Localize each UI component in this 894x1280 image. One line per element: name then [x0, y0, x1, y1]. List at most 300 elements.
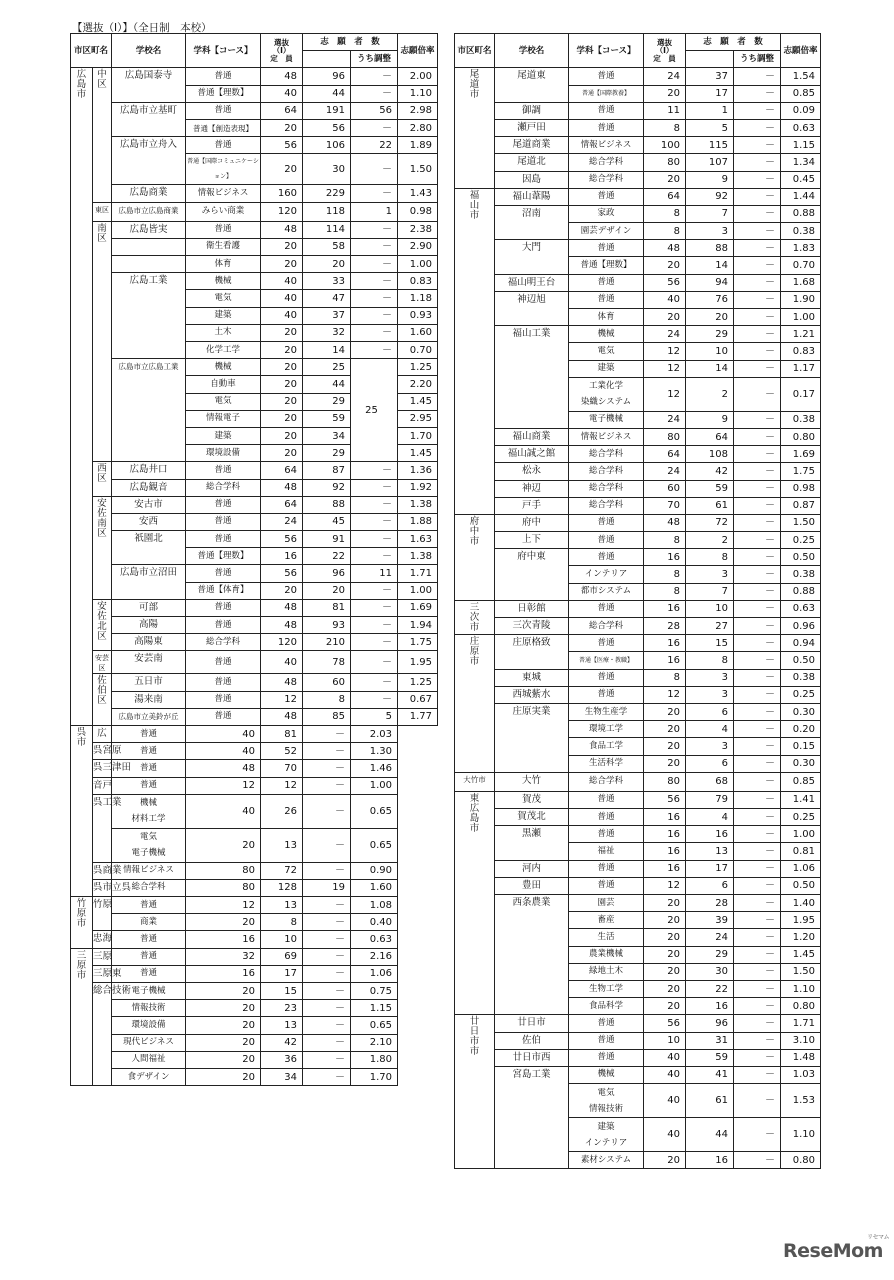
dept-name: 普通 [112, 725, 186, 742]
adjusted-value: － [303, 1068, 351, 1085]
applicants-value: 20 [303, 256, 351, 273]
ratio-value: 0.80 [781, 428, 821, 445]
ratio-value: 1.25 [398, 359, 438, 376]
header-school: 学校名 [112, 34, 186, 68]
adjusted-value: － [734, 377, 781, 411]
applicants-value: 64 [686, 428, 734, 445]
ratio-value: 1.03 [781, 1066, 821, 1083]
school-name: 府中 [495, 514, 569, 531]
quota-value: 20 [644, 755, 686, 772]
ratio-value: 0.45 [781, 171, 821, 188]
school-name: 広島井口 [112, 462, 186, 479]
dept-name: 普通 [112, 965, 186, 982]
adjusted-value: － [734, 309, 781, 326]
applicants-value: 37 [686, 68, 734, 85]
dept-name: 普通 [186, 565, 261, 582]
ratio-value: 2.03 [351, 725, 398, 742]
ratio-value: 0.40 [351, 914, 398, 931]
school-name: 呉工業 [93, 794, 112, 862]
quota-value: 48 [186, 760, 261, 777]
dept-name: 食品科学 [569, 998, 644, 1015]
dept-name: 普通 [569, 240, 644, 257]
table-row [455, 102, 821, 119]
quota-value: 24 [261, 513, 303, 530]
applicants-value: 14 [303, 342, 351, 359]
adjusted-value: 25 [351, 359, 398, 462]
area-cell: 竹 原 市 [71, 897, 93, 949]
applicants-value: 33 [303, 273, 351, 290]
table-row [71, 202, 438, 221]
area-cell: 大竹市 [455, 772, 495, 791]
ratio-value: 1.08 [351, 897, 398, 914]
applicants-value: 59 [303, 410, 351, 427]
applicants-value: 10 [686, 600, 734, 617]
ratio-value: 0.67 [398, 691, 438, 708]
adjusted-value: － [734, 463, 781, 480]
ratio-value: 1.06 [781, 860, 821, 877]
ratio-value: 0.65 [351, 794, 398, 828]
applicants-value: 3 [686, 669, 734, 686]
dept-name: 電子機械 [112, 983, 186, 1000]
applicants-value: 4 [686, 721, 734, 738]
ratio-value: 0.38 [781, 411, 821, 428]
table-row [455, 119, 821, 136]
adjusted-value: － [734, 1032, 781, 1049]
ratio-value: 0.93 [398, 307, 438, 324]
adjusted-value: － [734, 963, 781, 980]
adjusted-value: － [351, 582, 398, 599]
adjusted-value: － [351, 68, 398, 85]
table-row [455, 291, 821, 308]
dept-name: 普通 [186, 221, 261, 238]
applicants-value: 13 [261, 828, 303, 862]
dept-name: 自動車 [186, 376, 261, 393]
school-name: 佐伯 [495, 1032, 569, 1049]
adjusted-value: － [351, 256, 398, 273]
adjusted-value: － [303, 760, 351, 777]
left-table [70, 33, 438, 1086]
dept-name: 福祉 [569, 843, 644, 860]
ratio-value: 0.17 [781, 377, 821, 411]
table-row [455, 497, 821, 514]
adjusted-value: － [303, 897, 351, 914]
header-adjusted: うち調整 [734, 51, 781, 68]
quota-value: 64 [261, 462, 303, 479]
quota-value: 12 [644, 343, 686, 360]
table-row [455, 480, 821, 497]
quota-value: 56 [261, 531, 303, 548]
adjusted-value: － [734, 257, 781, 274]
quota-value: 16 [644, 635, 686, 652]
ratio-value: 1.95 [398, 651, 438, 674]
dept-name: 素材システム [569, 1152, 644, 1169]
quota-value: 8 [644, 669, 686, 686]
dept-name: 機械 [569, 1066, 644, 1083]
table-row [455, 137, 821, 154]
adjusted-value: － [734, 1152, 781, 1169]
school-name: 可部 [112, 599, 186, 616]
quota-value: 56 [644, 274, 686, 291]
dept-name: 普通 [569, 1015, 644, 1032]
applicants-value: 42 [686, 463, 734, 480]
ratio-value: 0.98 [398, 202, 438, 221]
dept-name: 電子機械 [569, 411, 644, 428]
quota-value: 8 [644, 223, 686, 240]
applicants-value: 2 [686, 377, 734, 411]
adjusted-value: － [734, 205, 781, 222]
table-row [71, 931, 438, 948]
table-row [455, 446, 821, 463]
dept-name: 家政 [569, 205, 644, 222]
table-row [455, 1049, 821, 1066]
ratio-value: 2.95 [398, 410, 438, 427]
table-row [71, 965, 438, 982]
ratio-value: 2.98 [398, 102, 438, 119]
dept-name: 普通 [186, 674, 261, 691]
adjusted-value: － [303, 862, 351, 879]
ratio-value: 1.69 [398, 599, 438, 616]
adjusted-value: － [734, 240, 781, 257]
ratio-value: 0.83 [781, 343, 821, 360]
dept-name: 普通 [186, 137, 261, 154]
applicants-value: 20 [303, 582, 351, 599]
ratio-value: 1.92 [398, 479, 438, 496]
school-name: 瀬戸田 [495, 119, 569, 136]
dept-name: 普通 [569, 119, 644, 136]
area-cell: 広 島 市 [71, 68, 93, 726]
header-applicants: 志 願 者 数 [303, 34, 398, 51]
school-name: 尾道商業 [495, 137, 569, 154]
ratio-value: 1.90 [781, 291, 821, 308]
quota-value: 20 [186, 983, 261, 1000]
quota-value: 20 [261, 393, 303, 410]
school-name: 高陽東 [112, 634, 186, 651]
adjusted-value: － [734, 154, 781, 171]
adjusted-value: － [734, 1118, 781, 1152]
ratio-value: 0.88 [781, 583, 821, 600]
school-name: 福山葦陽 [495, 188, 569, 205]
dept-name: 総合学科 [569, 463, 644, 480]
school-name: 戸手 [495, 497, 569, 514]
quota-value: 80 [186, 862, 261, 879]
quota-value: 20 [644, 257, 686, 274]
dept-name: 情報技術 [112, 1000, 186, 1017]
quota-value: 40 [261, 85, 303, 102]
dept-name: 総合学科 [569, 154, 644, 171]
adjusted-value: － [351, 599, 398, 616]
dept-name: 食デザイン [112, 1068, 186, 1085]
dept-name: 普通 [186, 68, 261, 85]
adjusted-value: － [351, 221, 398, 238]
applicants-value: 30 [303, 154, 351, 185]
dept-name: 園芸デザイン [569, 223, 644, 240]
table-row [455, 1015, 821, 1032]
adjusted-value: － [303, 983, 351, 1000]
school-name: 三原東 [93, 965, 112, 982]
dept-name: 情報ビジネス [569, 137, 644, 154]
quota-value: 120 [261, 202, 303, 221]
adjusted-value: － [734, 843, 781, 860]
adjusted-value: － [351, 185, 398, 202]
quota-value: 64 [261, 102, 303, 119]
dept-name: 普通 [569, 669, 644, 686]
school-name: 宮島工業 [495, 1066, 569, 1168]
ratio-value: 1.06 [351, 965, 398, 982]
ratio-value: 0.90 [351, 862, 398, 879]
area-cell: 府 中 市 [455, 514, 495, 600]
school-name: 大門 [495, 240, 569, 274]
table-row [71, 879, 438, 896]
applicants-value: 7 [686, 583, 734, 600]
adjusted-value: － [734, 860, 781, 877]
ratio-value: 2.16 [351, 948, 398, 965]
table-row [71, 565, 438, 582]
dept-name: 普通【理数】 [569, 257, 644, 274]
quota-value: 48 [644, 514, 686, 531]
ratio-value: 0.88 [781, 205, 821, 222]
quota-value: 40 [186, 743, 261, 760]
table-row [71, 273, 438, 290]
ratio-value: 1.54 [781, 68, 821, 85]
quota-value: 40 [186, 794, 261, 828]
applicants-value: 22 [303, 548, 351, 565]
applicants-value: 115 [686, 137, 734, 154]
applicants-value: 106 [303, 137, 351, 154]
table-row [71, 914, 438, 931]
quota-value: 56 [644, 1015, 686, 1032]
quota-value: 11 [644, 102, 686, 119]
dept-name: 機械 材料工学 [112, 794, 186, 828]
dept-name: 普通【国際コミュニケーション】 [186, 154, 261, 185]
table-row [455, 1032, 821, 1049]
dept-name: 環境設備 [186, 445, 261, 462]
table-row [455, 532, 821, 549]
ratio-value: 0.30 [781, 755, 821, 772]
dept-name: 普通【国際教養】 [569, 85, 644, 102]
adjusted-value: － [303, 794, 351, 828]
adjusted-value: － [351, 238, 398, 255]
dept-name: 普通 [569, 860, 644, 877]
table-row [71, 617, 438, 634]
quota-value: 40 [644, 291, 686, 308]
table-row [455, 549, 821, 566]
dept-name: 情報ビジネス [186, 185, 261, 202]
adjusted-value: － [734, 1049, 781, 1066]
dept-name: 普通【理数】 [186, 548, 261, 565]
table-row [455, 600, 821, 617]
adjusted-value: － [734, 549, 781, 566]
ratio-value: 1.46 [351, 760, 398, 777]
ward-cell: 佐 伯 区 [93, 674, 112, 726]
school-name: 賀茂 [495, 791, 569, 808]
ratio-value: 1.10 [781, 980, 821, 997]
applicants-value: 15 [261, 983, 303, 1000]
adjusted-value: － [734, 532, 781, 549]
ratio-value: 1.45 [781, 946, 821, 963]
dept-name: 総合学科 [112, 879, 186, 896]
ward-cell: 安 佐 南 区 [93, 496, 112, 599]
adjusted-value: － [303, 1017, 351, 1034]
applicants-value: 58 [303, 238, 351, 255]
ratio-value: 0.70 [781, 257, 821, 274]
ratio-value: 0.65 [351, 828, 398, 862]
school-name: 安芸南 [112, 651, 186, 674]
quota-value: 16 [186, 931, 261, 948]
quota-value: 80 [644, 154, 686, 171]
quota-value: 20 [186, 914, 261, 931]
dept-name: 農業機械 [569, 946, 644, 963]
table-row [455, 326, 821, 343]
applicants-value: 25 [303, 359, 351, 376]
ratio-value: 1.00 [781, 309, 821, 326]
applicants-value: 9 [686, 411, 734, 428]
ratio-value: 0.15 [781, 738, 821, 755]
quota-value: 20 [644, 738, 686, 755]
dept-name: 生物工学 [569, 980, 644, 997]
ward-cell: 南 区 [93, 221, 112, 462]
header-ratio: 志願倍率 [398, 34, 438, 68]
dept-name: 電気 [569, 343, 644, 360]
quota-value: 20 [644, 963, 686, 980]
quota-value: 40 [186, 725, 261, 742]
applicants-value: 88 [686, 240, 734, 257]
adjusted-value: － [351, 307, 398, 324]
ratio-value: 1.71 [781, 1015, 821, 1032]
school-name: 日彰館 [495, 600, 569, 617]
applicants-value: 72 [686, 514, 734, 531]
quota-value: 48 [261, 674, 303, 691]
applicants-value: 37 [303, 307, 351, 324]
dept-name: 普通 [186, 599, 261, 616]
quota-value: 40 [644, 1084, 686, 1118]
dept-name: 普通【医療・教職】 [569, 652, 644, 669]
table-row [71, 513, 438, 530]
table-row [71, 359, 438, 376]
dept-name: 普通 [569, 809, 644, 826]
ratio-value: 0.38 [781, 223, 821, 240]
table-row [71, 691, 438, 708]
applicants-value: 27 [686, 618, 734, 635]
adjusted-value: 22 [351, 137, 398, 154]
ratio-value: 1.21 [781, 326, 821, 343]
adjusted-value: － [734, 809, 781, 826]
dept-name: 普通 [569, 1032, 644, 1049]
table-row [71, 256, 438, 273]
page-title: 【選抜（Ⅰ）】（全日制 本校） [72, 22, 212, 34]
applicants-value: 92 [686, 188, 734, 205]
ratio-value: 1.34 [781, 154, 821, 171]
dept-name: 普通 [186, 462, 261, 479]
ratio-value: 3.10 [781, 1032, 821, 1049]
table-row [71, 708, 438, 725]
applicants-value: 3 [686, 223, 734, 240]
dept-name: 生活 [569, 929, 644, 946]
school-name: 大竹 [495, 772, 569, 791]
right-table [454, 33, 821, 1169]
applicants-value: 93 [303, 617, 351, 634]
adjusted-value: － [351, 617, 398, 634]
adjusted-value: － [734, 223, 781, 240]
dept-name: 普通 [186, 513, 261, 530]
school-name: 庄原格致 [495, 635, 569, 669]
quota-value: 40 [261, 307, 303, 324]
applicants-value: 23 [261, 1000, 303, 1017]
dept-name: 衛生看護 [186, 238, 261, 255]
applicants-value: 8 [261, 914, 303, 931]
ratio-value: 1.69 [781, 446, 821, 463]
adjusted-value: － [351, 674, 398, 691]
adjusted-value: － [734, 1015, 781, 1032]
adjusted-value: － [734, 826, 781, 843]
applicants-value: 6 [686, 755, 734, 772]
area-cell: 三 原 市 [71, 948, 93, 1086]
applicants-value: 9 [686, 171, 734, 188]
applicants-value: 15 [686, 635, 734, 652]
adjusted-value: － [734, 446, 781, 463]
table-row [455, 171, 821, 188]
ratio-value: 1.77 [398, 708, 438, 725]
quota-value: 24 [644, 463, 686, 480]
ratio-value: 0.63 [781, 119, 821, 136]
dept-name: 人間福祉 [112, 1051, 186, 1068]
applicants-value: 36 [261, 1051, 303, 1068]
quota-value: 16 [644, 843, 686, 860]
dept-name: 総合学科 [569, 497, 644, 514]
dept-name: 総合学科 [186, 479, 261, 496]
applicants-value: 91 [303, 531, 351, 548]
table-row [455, 635, 821, 652]
adjusted-value: － [734, 652, 781, 669]
school-name: 広島国泰寺 [112, 68, 186, 102]
ratio-value: 1.83 [781, 240, 821, 257]
school-name: 安古市 [112, 496, 186, 513]
applicants-value: 31 [686, 1032, 734, 1049]
table-row [71, 948, 438, 965]
table-row [71, 185, 438, 202]
dept-name: 普通 [112, 777, 186, 794]
ratio-value: 1.95 [781, 912, 821, 929]
adjusted-value: － [734, 326, 781, 343]
quota-value: 16 [644, 826, 686, 843]
dept-name: 普通 [569, 600, 644, 617]
adjusted-value: － [351, 651, 398, 674]
table-row [71, 1068, 438, 1085]
quota-value: 8 [644, 566, 686, 583]
applicants-value: 16 [686, 1152, 734, 1169]
adjusted-value: － [734, 428, 781, 445]
applicants-value: 12 [261, 777, 303, 794]
ratio-value: 1.00 [351, 777, 398, 794]
school-name: 尾道北 [495, 154, 569, 171]
ward-cell: 安芸 区 [93, 651, 112, 674]
applicants-value: 5 [686, 119, 734, 136]
ratio-value: 0.81 [781, 843, 821, 860]
quota-value: 20 [261, 256, 303, 273]
adjusted-value: － [734, 137, 781, 154]
adjusted-value: － [351, 634, 398, 651]
dept-name: 環境工学 [569, 721, 644, 738]
dept-name: 機械 [186, 273, 261, 290]
table-row [71, 777, 438, 794]
school-name: 福山商業 [495, 428, 569, 445]
applicants-value: 45 [303, 513, 351, 530]
school-name: 広島市立舟入 [112, 137, 186, 185]
table-row [71, 794, 438, 828]
table-row [455, 860, 821, 877]
school-name: 廿日市 [495, 1015, 569, 1032]
table-row [455, 618, 821, 635]
applicants-value: 94 [686, 274, 734, 291]
